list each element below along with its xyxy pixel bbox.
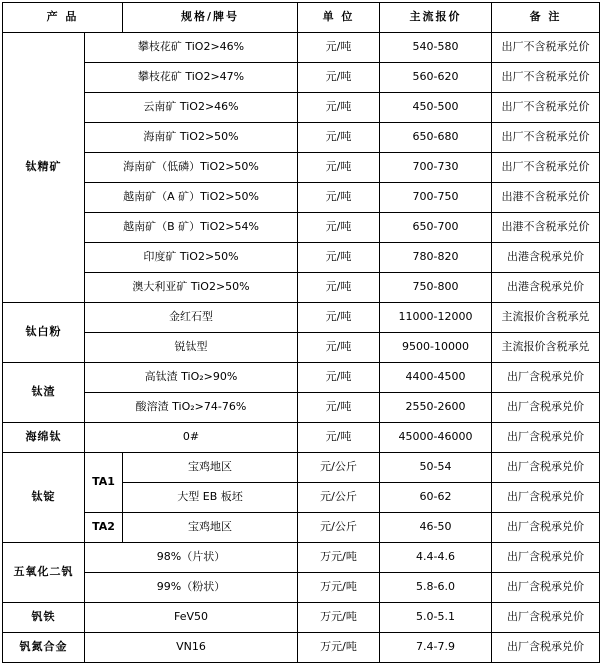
table-row <box>3 213 600 243</box>
price-cell: 700-730 <box>380 153 492 183</box>
price-cell: 700-750 <box>380 183 492 213</box>
table-row <box>3 513 600 543</box>
unit-cell: 元/吨 <box>298 33 380 63</box>
product-grade-cell: TA1 <box>85 453 123 513</box>
price-cell: 50-54 <box>380 453 492 483</box>
table-row <box>3 273 600 303</box>
table-row <box>3 63 600 93</box>
unit-cell: 元/吨 <box>298 213 380 243</box>
specification-cell: 澳大利亚矿 TiO2>50% <box>85 273 298 303</box>
specification-cell: 海南矿（低磷）TiO2>50% <box>85 153 298 183</box>
column-header: 单 位 <box>298 3 380 33</box>
price-cell: 780-820 <box>380 243 492 273</box>
table-row <box>3 33 600 63</box>
note-cell: 出厂不含税承兑价 <box>492 153 600 183</box>
specification-cell: 0# <box>85 423 298 453</box>
note-cell: 出厂不含税承兑价 <box>492 123 600 153</box>
product-price-table <box>2 2 600 663</box>
table-row <box>3 243 600 273</box>
price-cell: 4.4-4.6 <box>380 543 492 573</box>
product-category-cell: 钛白粉 <box>3 303 85 363</box>
specification-cell: 云南矿 TiO2>46% <box>85 93 298 123</box>
specification-cell: 酸溶渣 TiO₂>74-76% <box>85 393 298 423</box>
note-cell: 出厂不含税承兑价 <box>492 93 600 123</box>
table-row <box>3 423 600 453</box>
note-cell: 出厂含税承兑价 <box>492 453 600 483</box>
table-row <box>3 543 600 573</box>
note-cell: 出港含税承兑价 <box>492 273 600 303</box>
price-cell: 750-800 <box>380 273 492 303</box>
table-row <box>3 123 600 153</box>
note-cell: 主流报价含税承兑 <box>492 303 600 333</box>
note-cell: 出厂含税承兑价 <box>492 423 600 453</box>
price-cell: 650-700 <box>380 213 492 243</box>
specification-cell: 宝鸡地区 <box>123 453 298 483</box>
unit-cell: 元/公斤 <box>298 453 380 483</box>
column-header: 产 品 <box>3 3 123 33</box>
column-header: 规格/牌号 <box>123 3 298 33</box>
price-cell: 540-580 <box>380 33 492 63</box>
unit-cell: 元/吨 <box>298 93 380 123</box>
price-cell: 46-50 <box>380 513 492 543</box>
note-cell: 出厂含税承兑价 <box>492 393 600 423</box>
product-category-cell: 钛精矿 <box>3 33 85 303</box>
unit-cell: 元/吨 <box>298 183 380 213</box>
column-header: 主流报价 <box>380 3 492 33</box>
note-cell: 出港含税承兑价 <box>492 243 600 273</box>
product-category-cell: 钛锭 <box>3 453 85 543</box>
table-row <box>3 183 600 213</box>
specification-cell: 宝鸡地区 <box>123 513 298 543</box>
table-row <box>3 303 600 333</box>
note-cell: 出港不含税承兑价 <box>492 183 600 213</box>
note-cell: 出厂含税承兑价 <box>492 483 600 513</box>
note-cell: 出厂含税承兑价 <box>492 573 600 603</box>
unit-cell: 元/吨 <box>298 303 380 333</box>
specification-cell: VN16 <box>85 633 298 663</box>
specification-cell: 金红石型 <box>85 303 298 333</box>
product-grade-cell: TA2 <box>85 513 123 543</box>
unit-cell: 元/吨 <box>298 273 380 303</box>
price-cell: 2550-2600 <box>380 393 492 423</box>
table-row <box>3 633 600 663</box>
unit-cell: 元/吨 <box>298 123 380 153</box>
specification-cell: 越南矿（A 矿）TiO2>50% <box>85 183 298 213</box>
unit-cell: 元/吨 <box>298 63 380 93</box>
unit-cell: 万元/吨 <box>298 543 380 573</box>
specification-cell: 海南矿 TiO2>50% <box>85 123 298 153</box>
table-header-row <box>3 3 600 33</box>
specification-cell: 越南矿（B 矿）TiO2>54% <box>85 213 298 243</box>
note-cell: 出厂含税承兑价 <box>492 543 600 573</box>
specification-cell: 高钛渣 TiO₂>90% <box>85 363 298 393</box>
product-category-cell: 钛渣 <box>3 363 85 423</box>
price-cell: 9500-10000 <box>380 333 492 363</box>
unit-cell: 元/吨 <box>298 423 380 453</box>
price-cell: 560-620 <box>380 63 492 93</box>
specification-cell: 98%（片状） <box>85 543 298 573</box>
price-cell: 5.8-6.0 <box>380 573 492 603</box>
specification-cell: 攀枝花矿 TiO2>47% <box>85 63 298 93</box>
product-category-cell: 钒铁 <box>3 603 85 633</box>
price-cell: 11000-12000 <box>380 303 492 333</box>
product-category-cell: 五氧化二钒 <box>3 543 85 603</box>
unit-cell: 万元/吨 <box>298 573 380 603</box>
table-row <box>3 603 600 633</box>
price-cell: 650-680 <box>380 123 492 153</box>
unit-cell: 元/吨 <box>298 393 380 423</box>
unit-cell: 元/吨 <box>298 153 380 183</box>
note-cell: 出港不含税承兑价 <box>492 213 600 243</box>
note-cell: 出厂含税承兑价 <box>492 633 600 663</box>
column-header: 备 注 <box>492 3 600 33</box>
unit-cell: 万元/吨 <box>298 633 380 663</box>
specification-cell: 印度矿 TiO2>50% <box>85 243 298 273</box>
table-row <box>3 153 600 183</box>
price-cell: 4400-4500 <box>380 363 492 393</box>
table-row <box>3 453 600 483</box>
specification-cell: 锐钛型 <box>85 333 298 363</box>
price-cell: 5.0-5.1 <box>380 603 492 633</box>
note-cell: 出厂含税承兑价 <box>492 513 600 543</box>
price-cell: 60-62 <box>380 483 492 513</box>
table-row <box>3 363 600 393</box>
note-cell: 出厂含税承兑价 <box>492 363 600 393</box>
unit-cell: 元/公斤 <box>298 513 380 543</box>
unit-cell: 万元/吨 <box>298 603 380 633</box>
note-cell: 出厂不含税承兑价 <box>492 33 600 63</box>
product-category-cell: 海绵钛 <box>3 423 85 453</box>
table-row <box>3 93 600 123</box>
specification-cell: 大型 EB 板坯 <box>123 483 298 513</box>
product-category-cell: 钒氮合金 <box>3 633 85 663</box>
price-cell: 450-500 <box>380 93 492 123</box>
specification-cell: 攀枝花矿 TiO2>46% <box>85 33 298 63</box>
note-cell: 主流报价含税承兑 <box>492 333 600 363</box>
unit-cell: 元/吨 <box>298 333 380 363</box>
table-row <box>3 333 600 363</box>
note-cell: 出厂不含税承兑价 <box>492 63 600 93</box>
unit-cell: 元/吨 <box>298 243 380 273</box>
unit-cell: 元/吨 <box>298 363 380 393</box>
table-row <box>3 573 600 603</box>
note-cell: 出厂含税承兑价 <box>492 603 600 633</box>
table-row <box>3 393 600 423</box>
specification-cell: FeV50 <box>85 603 298 633</box>
specification-cell: 99%（粉状） <box>85 573 298 603</box>
price-cell: 45000-46000 <box>380 423 492 453</box>
price-table-document <box>0 2 601 654</box>
price-cell: 7.4-7.9 <box>380 633 492 663</box>
unit-cell: 元/公斤 <box>298 483 380 513</box>
